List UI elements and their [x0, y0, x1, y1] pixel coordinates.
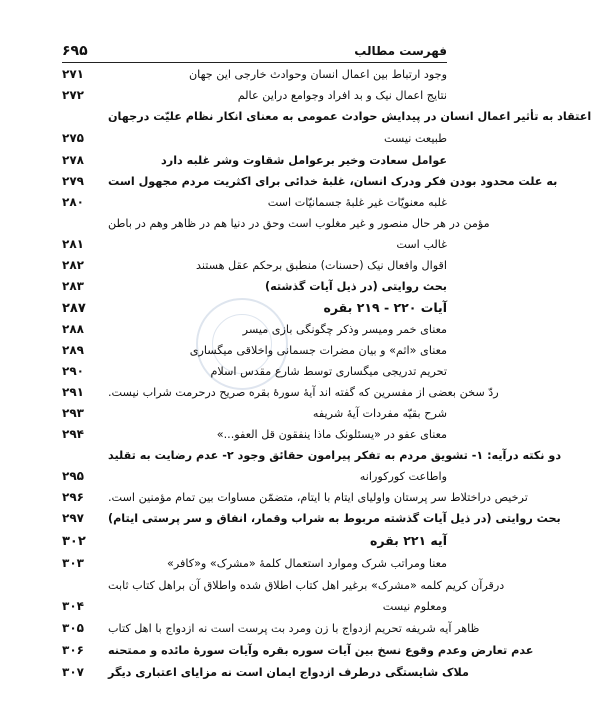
entry-title: معنای خمر ومیسر وذکر چگونگی بازی میسر: [242, 323, 447, 336]
entry-title: غلبه معنویّات غیر غلبهٔ جسمانیّات است: [267, 196, 447, 209]
entry-page: ۲۷۱: [62, 67, 84, 81]
entry-title: شرح بقیّه مفردات آیهٔ شریفه: [312, 407, 447, 420]
entry-page: ۲۹۴: [62, 427, 84, 441]
entry-title: نتایج اعمال نیک و بد افراد وجوامع دراین عالم: [237, 89, 447, 102]
toc-entry: [62, 577, 505, 594]
entry-title: دو نکته درآیه: ۱- تشویق مردم به تفکر پیرامون حقائق وجود ۲- عدم رضایت به تقلید: [108, 449, 562, 462]
entry-page: ۲۸۹: [62, 343, 84, 357]
entry-page: ۲۸۲: [62, 258, 84, 272]
entry-title: طبیعت نیست: [383, 132, 447, 145]
toc-entry: [62, 489, 528, 506]
entry-title: مؤمن در هر حال منصور و غیر مغلوب است وحق در دنیا هم در ظاهر وهم در باطن: [108, 217, 490, 230]
entry-title: ملاک شایستگی درطرف ازدواج ایمان است نه مزایای اعتباری دیگر: [108, 666, 469, 679]
entry-title: درقرآن کریم کلمه «مشرک» برغیر اهل کتاب اطلاق شده واطلاق آن براهل کتاب ثابت: [108, 579, 505, 592]
entry-page: ۳۰۴: [62, 599, 84, 613]
running-title: فهرست مطالب: [354, 44, 447, 58]
toc-section-heading: [62, 532, 447, 550]
entry-title: اعتقاد به تأثیر اعمال انسان در پیدایش حوادث عمومی به معنای انکار نظام علیّت درجهان: [108, 110, 591, 123]
entry-title: وجود ارتباط بین اعمال انسان وحوادث خارجی این جهان: [188, 68, 447, 81]
entry-page: ۲۷۸: [62, 153, 84, 167]
toc-entry: [62, 510, 561, 527]
entry-page: ۲۷۲: [62, 88, 84, 102]
entry-title: تحریم تدریجی میگساری توسط شارع مقدس اسلام: [210, 365, 447, 378]
entry-title: به علت محدود بودن فکر ودرک انسان، غلبهٔ خدائی برای اکثریت مردم مجهول است: [108, 175, 558, 188]
toc-entry: [62, 194, 447, 211]
entry-page: ۲۹۶: [62, 490, 84, 504]
toc-entry: [62, 173, 558, 190]
toc-entry: [62, 384, 499, 401]
page-number: ۶۹۵: [62, 43, 88, 59]
entry-title: آیه ۲۲۱ بقره: [369, 533, 447, 548]
entry-page: ۲۹۰: [62, 364, 84, 378]
entry-title: معنا ومراتب شرک وموارد استعمال کلمهٔ «مشرک» و«کافر»: [166, 557, 447, 570]
entry-title: واطاعت کورکورانه: [359, 470, 447, 483]
entry-page: ۲۸۳: [62, 279, 84, 293]
entry-title: اقوال وافعال نیک (حسنات) منطبق برحکم عقل هستند: [196, 259, 447, 272]
toc-entry: [62, 66, 447, 83]
entry-page: ۲۸۱: [62, 237, 84, 251]
entry-page: ۳۰۲: [62, 534, 86, 549]
toc-entry: [62, 278, 447, 295]
toc-entry: [62, 215, 490, 232]
entry-page: ۲۷۵: [62, 131, 84, 145]
toc-section-heading: [62, 299, 447, 317]
toc-entry: [62, 664, 469, 681]
entry-title: عدم تعارض وعدم وقوع نسخ بین آیات سوره بقره وآیات سورهٔ مائده و ممتحنه: [108, 644, 534, 657]
entry-title: عوامل سعادت وخیر برعوامل شقاوت وشر غلبه دارد: [161, 154, 447, 167]
entry-title: ظاهر آیه شریفه تحریم ازدواج با زن ومرد بت پرست است نه ازدواج با اهل کتاب: [108, 622, 480, 635]
entry-page: ۲۹۳: [62, 406, 84, 420]
entry-title: بحث روایتی (در ذیل آیات گذشته): [264, 280, 447, 293]
entry-page: ۳۰۵: [62, 621, 84, 635]
toc-entry: [62, 405, 447, 422]
entry-page: ۳۰۶: [62, 643, 84, 657]
entry-page: ۳۰۳: [62, 556, 84, 570]
toc-entry: [62, 130, 447, 147]
toc-entry: [62, 555, 447, 572]
entry-title: آیات ۲۲۰ - ۲۱۹ بقره: [323, 300, 447, 315]
entry-title: غالب است: [396, 238, 447, 251]
toc-entry: [62, 363, 447, 380]
toc-entry: [62, 236, 447, 253]
entry-page: ۲۸۰: [62, 195, 84, 209]
toc-entry: [62, 321, 447, 338]
entry-title: ردّ سخن بعضی از مفسرین که گفته اند آیهٔ سورهٔ بقره صریح درحرمت شراب نیست.: [108, 386, 499, 399]
entry-title: معنای عفو در «یسئلونک ماذا ینفقون قل العفو...»: [216, 428, 447, 441]
entry-title: ومعلوم نیست: [382, 600, 447, 613]
entry-title: بحث روایتی (در ذیل آیات گذشته مربوط به شراب وقمار، انفاق و سر پرستی ایتام): [108, 512, 561, 525]
toc-entry: [62, 108, 591, 125]
entry-page: ۳۰۷: [62, 665, 84, 679]
toc-entry: [62, 426, 447, 443]
entry-page: ۲۹۵: [62, 469, 84, 483]
toc-entry: [62, 468, 447, 485]
toc-entry: [62, 342, 447, 359]
toc-entry: [62, 87, 447, 104]
toc-entry: [62, 620, 480, 637]
entry-title: معنای «اثم» و بیان مضرات جسمانی واخلاقی میگساری: [189, 344, 447, 357]
entry-page: ۲۹۷: [62, 511, 84, 525]
toc-entry: [62, 447, 562, 464]
entry-page: ۲۷۹: [62, 174, 84, 188]
entry-page: ۲۸۸: [62, 322, 84, 336]
toc-entry: [62, 642, 534, 659]
toc-entry: [62, 152, 447, 169]
entry-title: ترخیص دراختلاط سر پرستان واولیای ایتام با ایتام، متضمّن مساوات بین تمام مؤمنین است.: [108, 491, 528, 504]
entry-page: ۲۹۱: [62, 385, 84, 399]
toc-entry: [62, 598, 447, 615]
entry-page: ۲۸۷: [62, 301, 86, 316]
toc-entry: [62, 257, 447, 274]
page-header: [62, 40, 447, 63]
